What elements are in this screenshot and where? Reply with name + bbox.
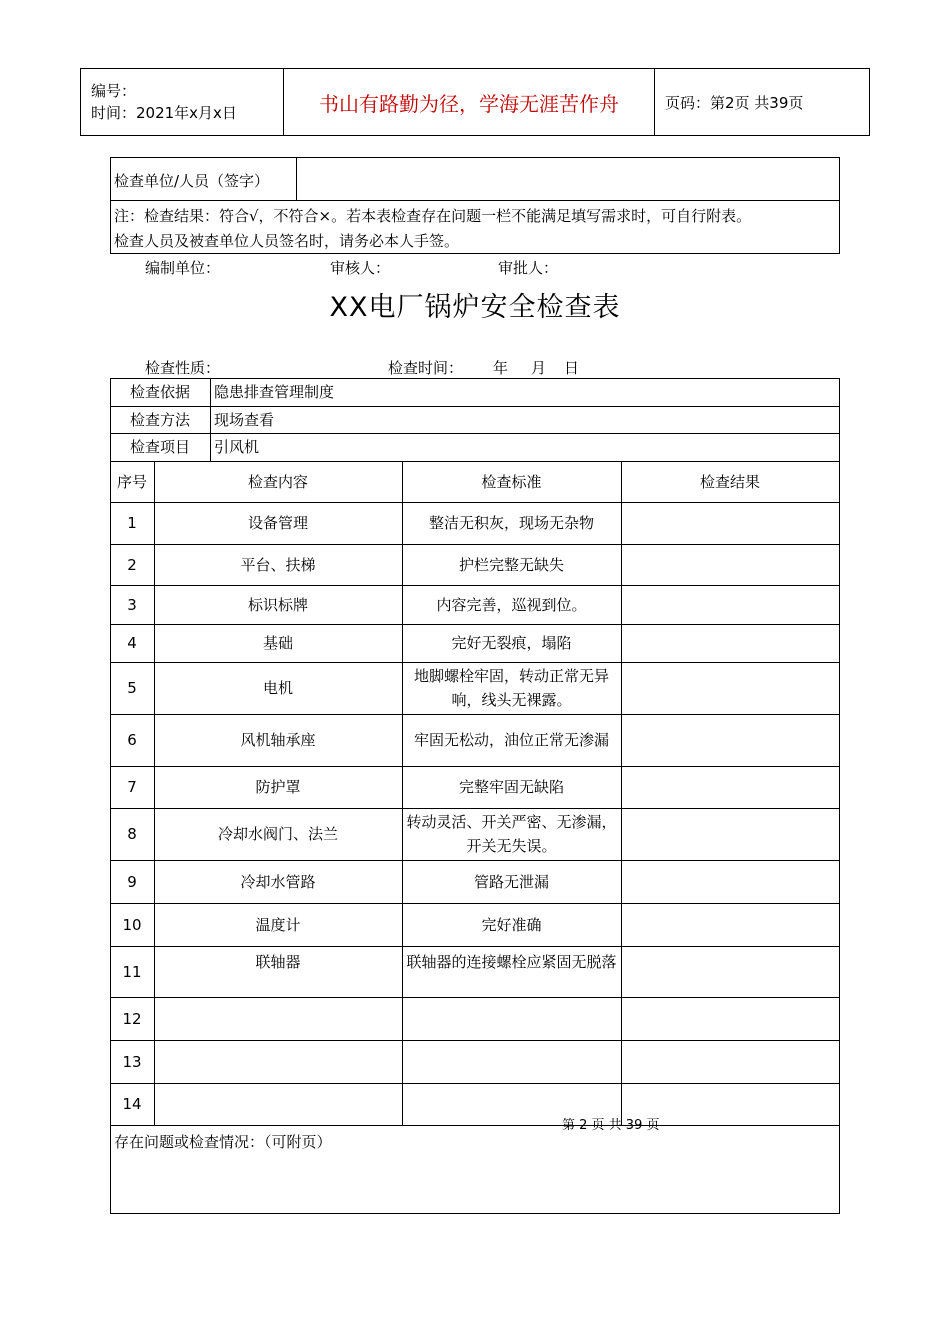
header-result: 检查结果 [699,472,760,491]
info-label: 检查依据 [129,383,190,401]
row-number: 4 [127,634,137,652]
row-number: 11 [122,962,142,981]
row-content: 标识标牌 [247,595,308,614]
row-result-field[interactable] [625,714,835,766]
note-line-2: 检查人员及被查单位人员签名时，请务必本人手签。 [114,232,460,250]
grid-line [621,461,622,1125]
divider [110,200,840,201]
row-result-field[interactable] [625,997,835,1040]
row-standard: 内容完善，巡视到位。 [436,595,587,614]
time-label: 检查时间： [388,359,464,377]
row-content: 平台、扶梯 [240,555,316,574]
info-value: 现场查看 [214,410,275,429]
row-content: 电机 [262,679,293,697]
row-standard: 完好准确 [481,915,542,934]
day-label: 日 [564,359,580,377]
row-number: 1 [127,514,137,532]
row-content: 联轴器 [255,953,301,971]
row-standard: 转动灵活、开关严密、无渗漏，开关无失误。 [406,813,617,855]
row-result-field[interactable] [625,766,835,808]
row-number: 12 [122,1009,142,1028]
row-number: 3 [127,595,137,614]
grid-line [210,433,211,461]
row-standard [406,997,617,1040]
row-standard: 整洁无积灰，现场无杂物 [428,514,594,532]
row-result-field[interactable] [625,946,835,997]
row-number: 13 [122,1052,142,1071]
row-standard: 牢固无松动，油位正常无渗漏 [413,731,609,749]
signature-field[interactable] [298,158,838,199]
row-content: 温度计 [255,915,301,934]
row-number: 5 [127,679,137,697]
row-content [158,997,398,1040]
row-result-field[interactable] [625,860,835,903]
row-result-field[interactable] [625,585,835,624]
info-label: 检查方法 [129,410,190,429]
row-result-field[interactable] [625,903,835,946]
row-number: 8 [127,825,137,843]
row-result-field[interactable] [625,544,835,585]
row-number: 7 [127,778,137,796]
grid-line [210,378,211,406]
row-standard: 地脚螺栓牢固，转动正常无异响，线头无裸露。 [413,667,609,709]
row-standard: 联轴器的连接螺栓应紧固无脱落 [406,953,617,971]
month-label: 月 [531,359,547,377]
row-content: 冷却水阀门、法兰 [217,825,338,843]
year-label: 年 [493,359,509,377]
header-content: 检查内容 [247,472,308,491]
row-result-field[interactable] [625,808,835,860]
row-content: 风机轴承座 [240,731,316,749]
grid-line [110,1213,840,1214]
reviewer-label: 审核人： [330,259,391,277]
row-result-field[interactable] [625,662,835,714]
info-value: 隐患排查管理制度 [214,383,335,401]
row-number: 14 [122,1095,142,1113]
signature-label: 检查单位/人员（签字） [114,172,270,190]
header-time: 时间：2021年x月x日 [91,104,237,122]
header-meta [81,69,284,136]
page-header [80,68,870,136]
row-content [158,1083,398,1125]
row-number: 6 [127,731,137,749]
row-result-field[interactable] [625,502,835,544]
row-content: 冷却水管路 [240,872,316,891]
header-no: 序号 [116,472,147,491]
grid-line [210,406,211,433]
serial-label: 编号： [91,82,137,100]
header-page-info: 页码：第2页 共39页 [655,69,870,136]
row-number: 2 [127,555,137,574]
info-value: 引风机 [214,438,260,456]
grid-line [110,378,111,1213]
issues-label: 存在问题或检查情况：（可附页） [114,1133,332,1151]
note-line-1: 注：检查结果：符合√，不符合×。若本表检查存在问题一栏不能满足填写需求时，可自行附表。 [114,207,752,225]
grid-line [402,461,403,1125]
footer-page-number: 第 2 页 共 39 页 [562,1118,660,1133]
info-label: 检查项目 [129,438,190,456]
row-content [158,1040,398,1083]
grid-line [110,1125,839,1126]
row-number: 10 [122,915,142,934]
divider [296,157,297,200]
row-content: 基础 [262,634,293,652]
header-motto: 书山有路勤为径，学海无涯苦作舟 [284,69,655,136]
compiler-label: 编制单位： [145,259,221,277]
row-content: 设备管理 [247,514,308,532]
grid-line [154,461,155,1125]
row-number: 9 [127,872,137,891]
header-standard: 检查标准 [481,472,542,491]
row-standard: 完好无裂痕，塌陷 [451,634,572,652]
row-standard: 管路无泄漏 [473,872,549,891]
issues-field[interactable] [112,1155,838,1211]
row-standard: 完整牢固无缺陷 [458,778,564,796]
row-standard [406,1040,617,1083]
row-content: 防护罩 [255,778,301,796]
approver-label: 审批人： [498,259,559,277]
nature-label: 检查性质： [145,359,221,377]
row-result-field[interactable] [625,624,835,662]
grid-line [839,378,840,1214]
row-result-field[interactable] [625,1040,835,1083]
page-title: XX电厂锅炉安全检查表 [329,292,621,323]
row-standard: 护栏完整无缺失 [458,555,564,574]
